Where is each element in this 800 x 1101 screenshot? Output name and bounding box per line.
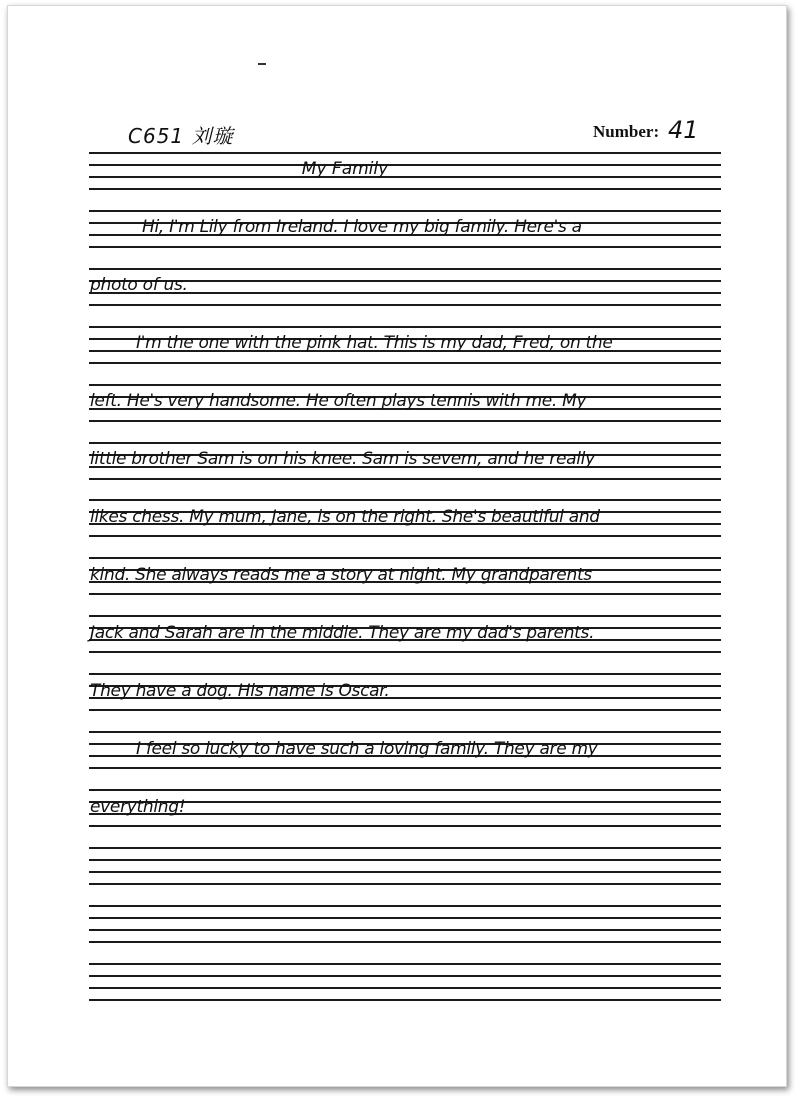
ruled-line — [89, 420, 721, 422]
ruled-line — [89, 859, 721, 861]
ruled-line — [89, 304, 721, 306]
ruled-line — [89, 673, 721, 675]
essay-line: likes chess. My mum, Jane, is on the right. She's beautiful and — [90, 507, 600, 527]
ruled-line — [89, 152, 721, 154]
ruled-line — [89, 362, 721, 364]
ruled-line — [89, 709, 721, 711]
essay-line: Hi, I'm Lily from Ireland. I love my big family. Here's a — [142, 217, 582, 237]
ruled-line — [89, 478, 721, 480]
ruled-line — [89, 847, 721, 849]
ruled-line — [89, 326, 721, 328]
number-label: Number: — [593, 122, 660, 141]
student-id-name: C651 刘璇 — [128, 124, 234, 148]
ruled-line — [89, 987, 721, 989]
ruled-line — [89, 593, 721, 595]
ruled-line — [89, 917, 721, 919]
ruled-line — [89, 246, 721, 248]
ruled-line — [89, 871, 721, 873]
essay-line: photo of us. — [90, 275, 188, 295]
ruled-line — [89, 188, 721, 190]
ruled-line — [89, 789, 721, 791]
ruled-line — [89, 535, 721, 537]
essay-line: I'm the one with the pink hat. This is my dad, Fred, on the — [136, 333, 613, 353]
ruled-line — [89, 557, 721, 559]
essay-line: I feel so lucky to have such a loving family. They are my — [136, 739, 598, 759]
essay-title: My Family — [301, 159, 389, 179]
ruled-line — [89, 268, 721, 270]
essay-line: little brother Sam is on his knee. Sam is sevem, and he really — [90, 449, 595, 469]
ruled-line — [89, 499, 721, 501]
ruled-line — [89, 731, 721, 733]
ruled-line — [89, 963, 721, 965]
ruled-line — [89, 210, 721, 212]
essay-line: kind. She always reads me a story at night. My grandparents — [90, 565, 592, 585]
ruled-line — [89, 767, 721, 769]
ruled-line — [89, 905, 721, 907]
essay-line: Jack and Sarah are in the middle. They are my dad's parents. — [90, 623, 595, 643]
ruled-line — [89, 929, 721, 931]
essay-line: everything! — [90, 797, 186, 817]
essay-line: They have a dog. His name is Oscar. — [90, 681, 390, 701]
ruled-line — [89, 883, 721, 885]
number-value: 41 — [668, 116, 699, 144]
ruled-line — [89, 384, 721, 386]
ruled-line — [89, 825, 721, 827]
essay-line: left. He's very handsome. He often plays tennis with me. My — [90, 391, 587, 411]
ruled-line — [89, 651, 721, 653]
ruled-line — [89, 615, 721, 617]
ruled-line — [89, 975, 721, 977]
ruled-line — [89, 999, 721, 1001]
ruled-line — [89, 442, 721, 444]
ruled-line — [89, 941, 721, 943]
